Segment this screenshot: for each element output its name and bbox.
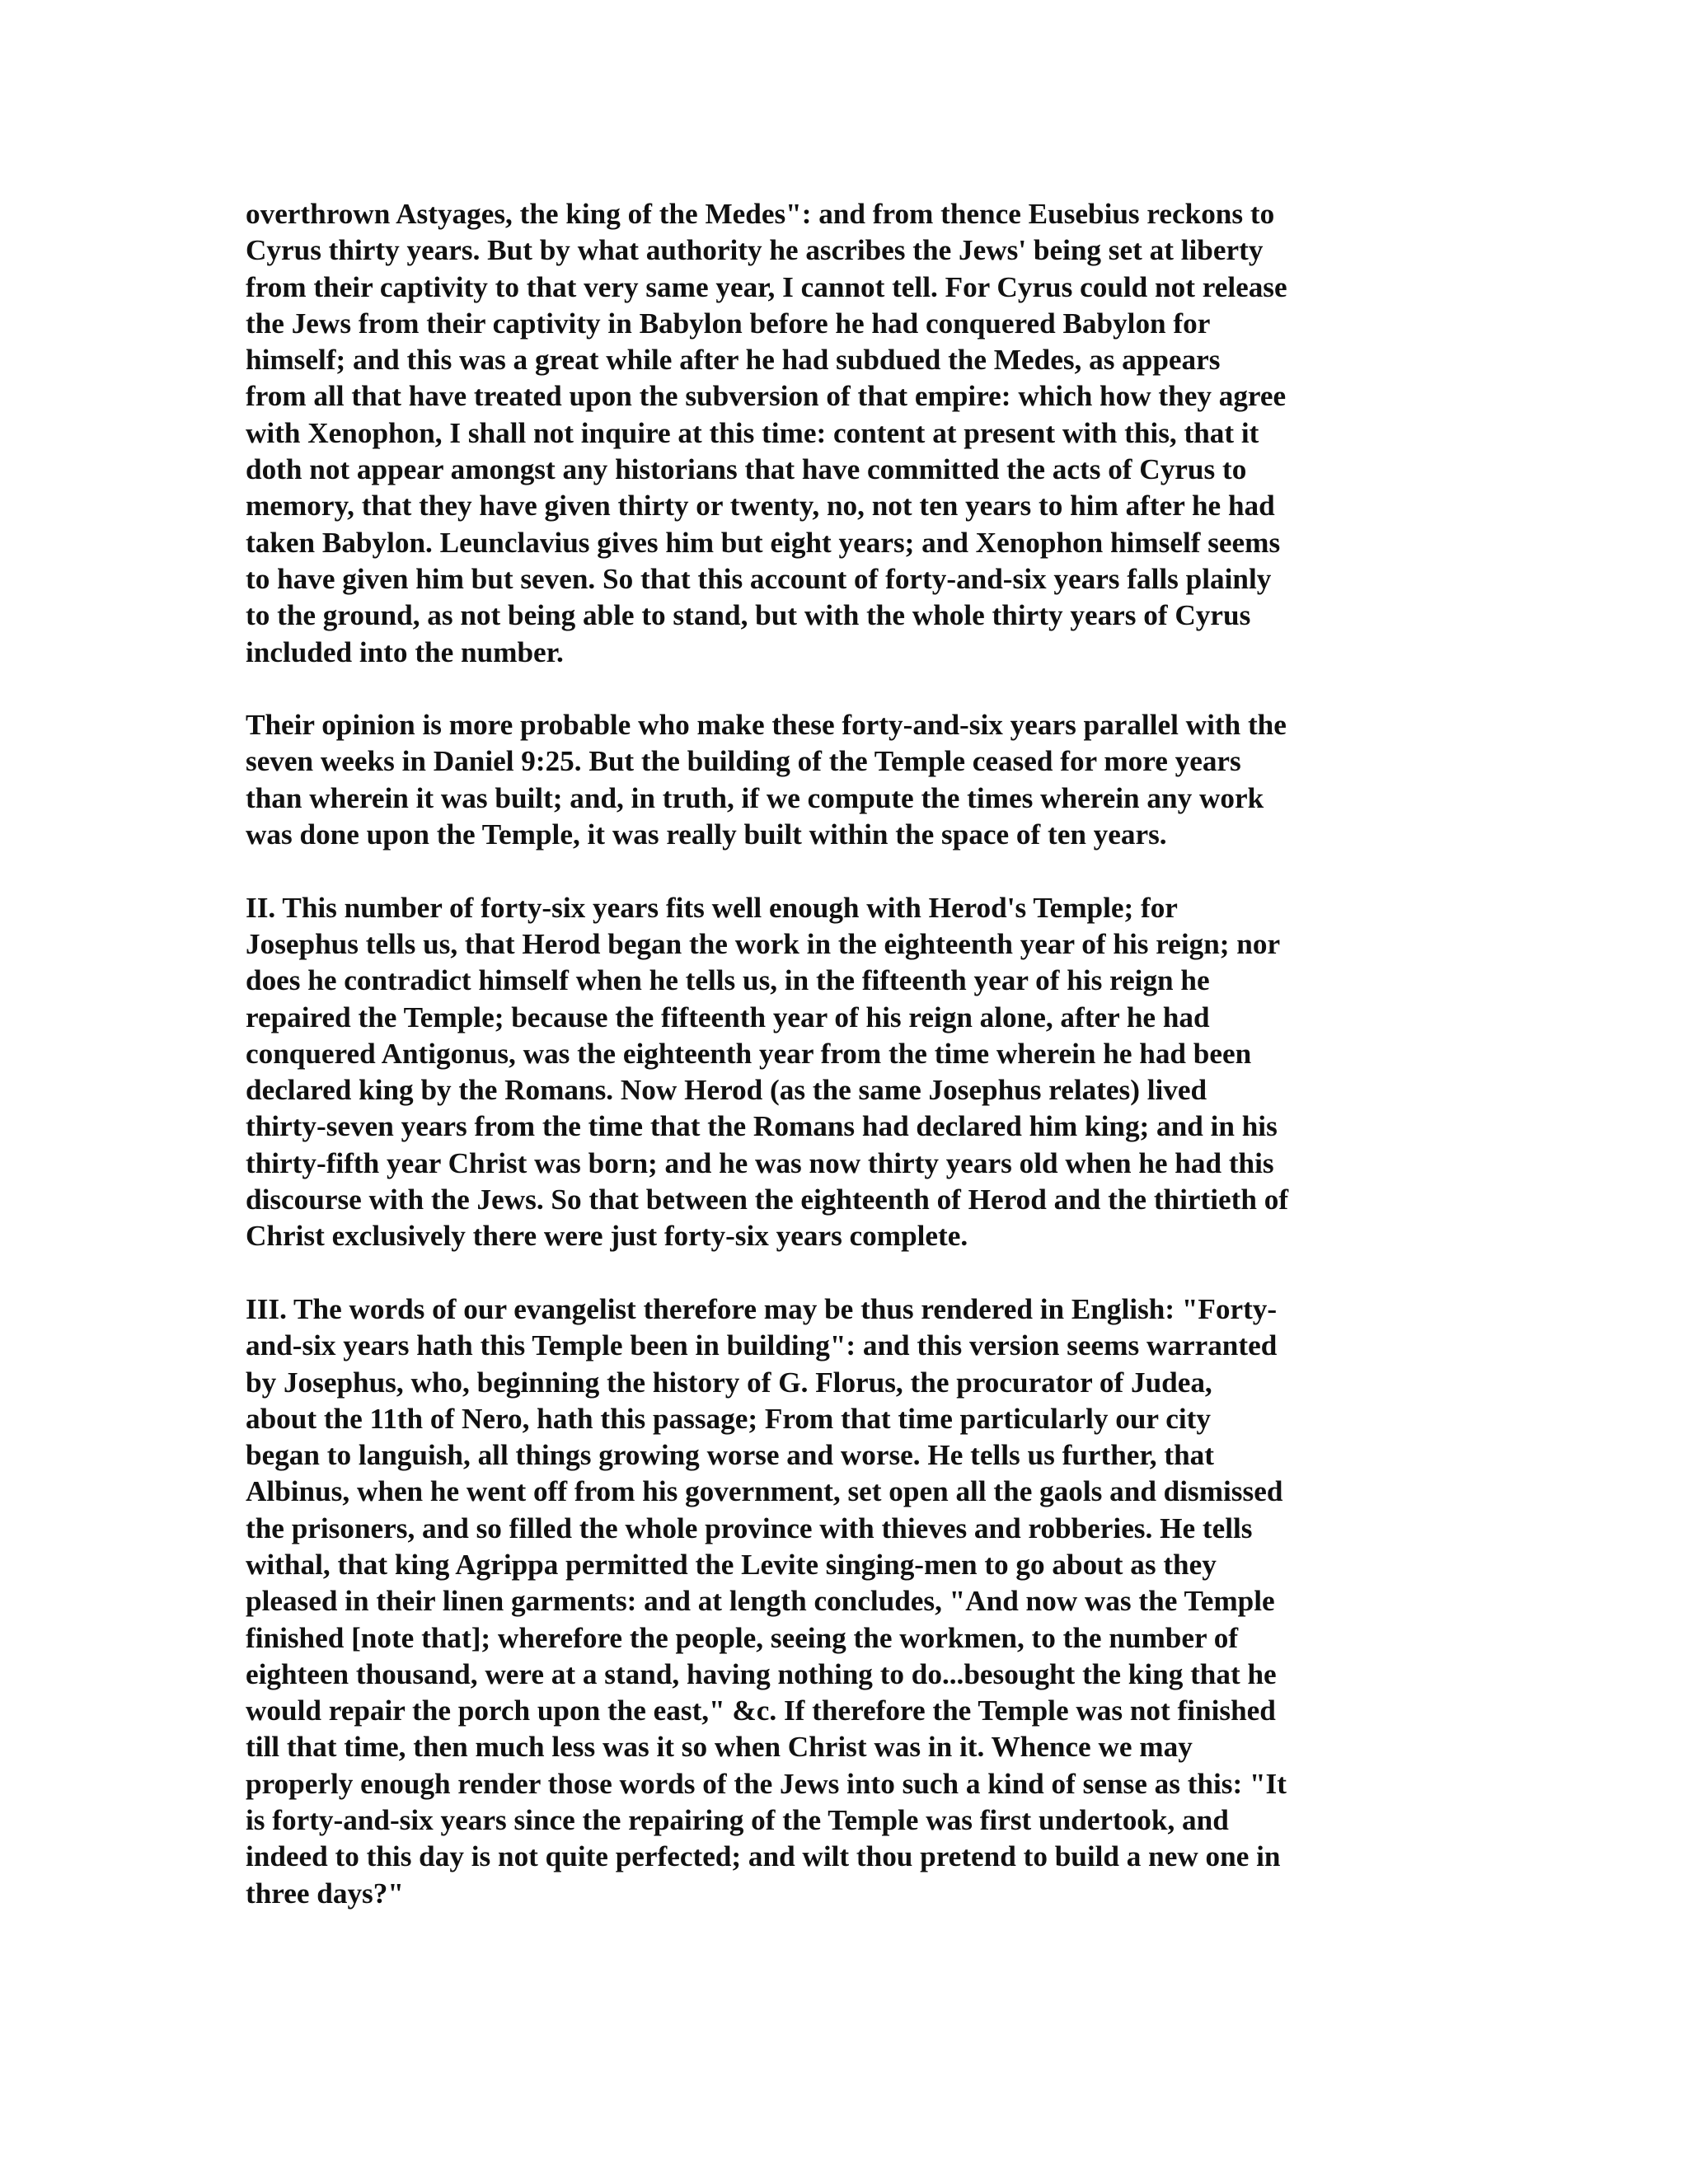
text-line: II. This number of forty-six years fits well enough with Herod's Temple; for [246,891,1178,924]
paragraph [246,707,1457,853]
paragraph [246,1291,1457,1912]
text-line: seven weeks in Daniel 9:25. But the building of the Temple ceased for more years [246,745,1241,778]
text-line: to have given him but seven. So that this account of forty-and-six years falls plainly [246,562,1272,595]
text-line: the prisoners, and so filled the whole province with thieves and robberies. He tells [246,1511,1253,1544]
text-line: conquered Antigonus, was the eighteenth year from the time wherein he had been [246,1037,1252,1070]
text-line: III. The words of our evangelist therefore may be thus rendered in English: "Forty- [246,1292,1278,1325]
text-line: from their captivity to that very same year, I cannot tell. For Cyrus could not release [246,270,1287,303]
text-line: finished [note that]; wherefore the people, seeing the workmen, to the number of [246,1621,1239,1654]
text-line: three days?" [246,1877,404,1910]
text-line: thirty-seven years from the time that the Romans had declared him king; and in his [246,1110,1278,1143]
text-line: memory, that they have given thirty or twenty, no, not ten years to him after he had [246,490,1275,523]
text-line: Josephus tells us, that Herod began the work in the eighteenth year of his reign; nor [246,927,1281,960]
text-line: included into the number. [246,635,564,668]
text-line: Albinus, when he went off from his government, set open all the gaols and dismissed [246,1475,1283,1508]
text-line: and-six years hath this Temple been in building": and this version seems warranted [246,1329,1278,1362]
text-line: indeed to this day is not quite perfected; and wilt thou pretend to build a new one in [246,1840,1281,1873]
text-line: overthrown Astyages, the king of the Medes": and from thence Eusebius reckons to [246,198,1275,230]
text-line: doth not appear amongst any historians that have committed the acts of Cyrus to [246,453,1247,486]
text-line: taken Babylon. Leunclavius gives him but eight years; and Xenophon himself seems [246,526,1281,559]
text-line: Cyrus thirty years. But by what authority he ascribes the Jews' being set at liberty [246,234,1264,267]
text-line: till that time, then much less was it so when Christ was in it. Whence we may [246,1731,1193,1764]
text-line: properly enough render those words of the Jews into such a kind of sense as this: "It [246,1767,1287,1800]
text-line: pleased in their linen garments: and at length concludes, "And now was the Temple [246,1585,1275,1618]
text-line: discourse with the Jews. So that between the eighteenth of Herod and the thirtieth of [246,1183,1289,1216]
text-line: Christ exclusively there were just forty-six years complete. [246,1220,968,1253]
text-line: thirty-fifth year Christ was born; and he was now thirty years old when he had this [246,1146,1274,1179]
text-line: began to languish, all things growing worse and worse. He tells us further, that [246,1439,1214,1472]
text-line: would repair the porch upon the east," &c. If therefore the Temple was not finished [246,1694,1276,1727]
text-line: himself; and this was a great while after he had subdued the Medes, as appears [246,344,1221,377]
text-line: withal, that king Agrippa permitted the Levite singing-men to go about as they [246,1548,1217,1581]
body-text [246,196,1457,1948]
text-line: does he contradict himself when he tells us, in the fifteenth year of his reign he [246,964,1210,997]
text-line: than wherein it was built; and, in truth, if we compute the times wherein any work [246,781,1264,814]
text-line: Their opinion is more probable who make these forty-and-six years parallel with the [246,709,1287,742]
text-line: with Xenophon, I shall not inquire at this time: content at present with this, that it [246,416,1259,449]
text-line: declared king by the Romans. Now Herod (as the same Josephus relates) lived [246,1074,1207,1107]
paragraph [246,890,1457,1255]
text-line: is forty-and-six years since the repairing of the Temple was first undertook, and [246,1804,1229,1837]
text-line: by Josephus, who, beginning the history of G. Florus, the procurator of Judea, [246,1366,1212,1399]
text-line: from all that have treated upon the subversion of that empire: which how they agree [246,380,1287,413]
text-line: was done upon the Temple, it was really built within the space of ten years. [246,818,1167,851]
text-line: the Jews from their captivity in Babylon before he had conquered Babylon for [246,307,1211,340]
paragraph [246,196,1457,671]
text-line: to the ground, as not being able to stand, but with the whole thirty years of Cyrus [246,599,1251,632]
text-line: about the 11th of Nero, hath this passage; From that time particularly our city [246,1402,1211,1435]
text-line: repaired the Temple; because the fifteenth year of his reign alone, after he had [246,1001,1210,1033]
text-line: eighteen thousand, were at a stand, having nothing to do...besought the king that he [246,1657,1277,1690]
